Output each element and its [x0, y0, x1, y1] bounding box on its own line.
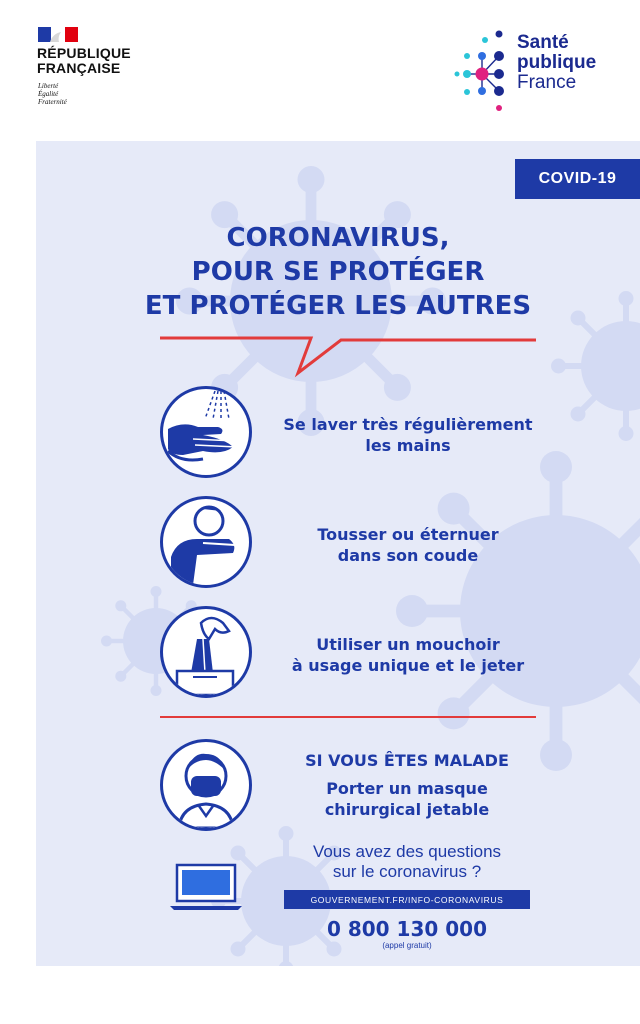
- handwash-icon: [160, 386, 252, 478]
- title-line1: CORONAVIRUS,: [226, 223, 450, 253]
- motto-liberte: Liberté: [38, 82, 59, 90]
- rule-line1: Tousser ou éternuer: [317, 525, 499, 544]
- rf-line1: RÉPUBLIQUE: [37, 45, 131, 61]
- rule-text: [278, 634, 538, 676]
- mask-icon: [160, 739, 252, 831]
- motto-fraternite: Fraternité: [38, 98, 67, 106]
- marianne-flag-icon: [38, 27, 78, 42]
- spf-line1: Santé: [517, 32, 569, 53]
- malade-line1: Porter un masque: [326, 779, 488, 798]
- rule-text: [278, 414, 538, 456]
- title-line2: POUR SE PROTÉGER: [191, 257, 485, 287]
- rf-line2: FRANÇAISE: [37, 60, 121, 76]
- speech-bubble-divider: [36, 141, 640, 381]
- spf-line2: publique: [517, 52, 597, 73]
- section-divider: [160, 716, 536, 718]
- rule-line1: Utiliser un mouchoir: [316, 635, 500, 654]
- phone-number[interactable]: 0 800 130 000: [326, 917, 488, 941]
- rule-line2: à usage unique et le jeter: [291, 656, 525, 675]
- title-line3: ET PROTÉGER LES AUTRES: [144, 291, 532, 321]
- malade-line2: chirurgical jetable: [324, 800, 490, 819]
- questions-line1: Vous avez des questions: [312, 842, 502, 861]
- header: [0, 0, 640, 140]
- rule-row-tissue: [36, 606, 640, 706]
- covid-19-tag: COVID-19: [515, 159, 640, 199]
- questions-line2: sur le coronavirus ?: [332, 862, 482, 881]
- rule-row-cough: [36, 496, 640, 596]
- rule-row-handwash: [36, 386, 640, 486]
- rule-line1: Se laver très régulièrement: [283, 415, 533, 434]
- laptop-icon: [168, 863, 244, 911]
- questions-block: [282, 842, 532, 882]
- malade-heading: SI VOUS ÊTES MALADE: [305, 751, 509, 770]
- cough-elbow-icon: [160, 496, 252, 588]
- malade-block: [282, 750, 532, 820]
- rule-text: [278, 524, 538, 566]
- info-url-link[interactable]: GOUVERNEMENT.FR/INFO-CORONAVIRUS: [284, 890, 530, 909]
- poster: [36, 141, 640, 966]
- motto: [38, 82, 67, 106]
- phone-note: (appel gratuit): [382, 941, 432, 950]
- sante-publique-france-label: [517, 33, 596, 93]
- motto-egalite: Égalité: [38, 90, 59, 98]
- sante-publique-logo-icon: [452, 26, 512, 112]
- spf-line3: France: [517, 72, 577, 93]
- rule-line2: les mains: [365, 436, 451, 455]
- republique-francaise-label: [37, 46, 131, 76]
- rule-line2: dans son coude: [337, 546, 479, 565]
- tissue-icon: [160, 606, 252, 698]
